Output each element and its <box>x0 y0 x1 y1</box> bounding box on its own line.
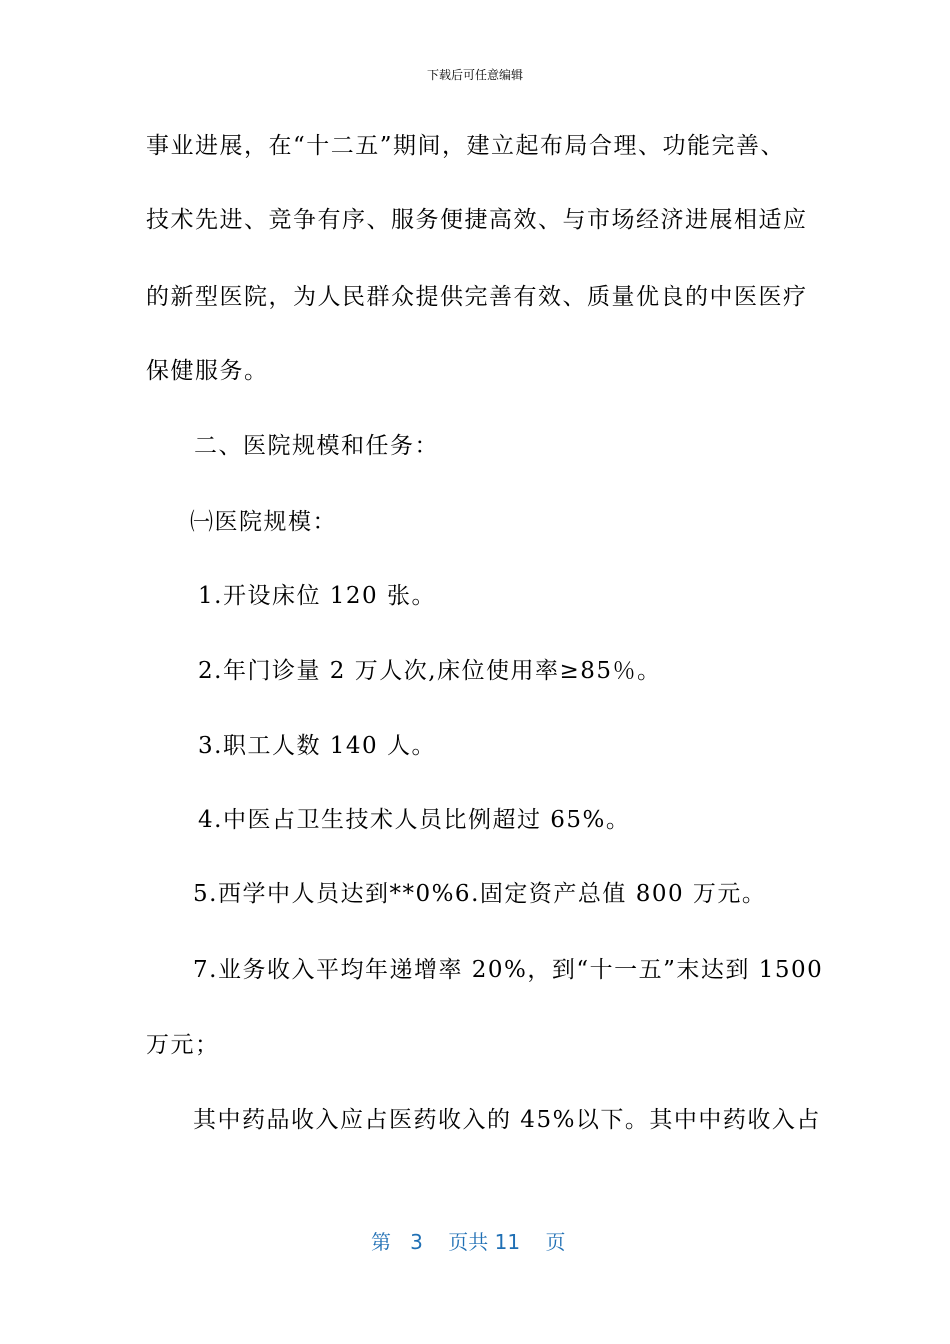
header-note: 下载后可任意编辑 <box>426 68 523 82</box>
footer-suffix: 页 <box>545 1230 566 1254</box>
footer-total-pages: 11 <box>494 1230 521 1254</box>
body-line-3: 的新型医院，为人民群众提供完善有效、质量优良的中医医疗 <box>146 284 808 310</box>
section-heading: 二、医院规模和任务： <box>194 433 439 459</box>
page-footer <box>371 1226 566 1255</box>
list-item-3: 3.职工人数 140 人。 <box>198 733 436 759</box>
footer-middle: 页共 <box>448 1230 489 1254</box>
list-item-7-continued: 万元； <box>146 1032 220 1058</box>
body-line-last: 其中药品收入应占医药收入的 45%以下。其中中药收入占 <box>193 1107 821 1133</box>
list-item-2: 2.年门诊量 2 万人次,床位使用率≥85％。 <box>198 658 662 684</box>
body-line-4: 保健服务。 <box>146 358 269 384</box>
footer-current-page: 3 <box>410 1230 423 1254</box>
list-item-1: 1.开设床位 120 张。 <box>198 583 436 609</box>
footer-prefix: 第 <box>371 1230 391 1254</box>
body-line-2: 技术先进、竞争有序、服务便捷高效、与市场经济进展相适应 <box>146 207 808 233</box>
list-item-7: 7.业务收入平均年递增率 20%，到“十一五”末达到 1500 <box>193 957 824 983</box>
list-item-5-6: 5.西学中人员达到**0%6.固定资产总值 800 万元。 <box>193 881 767 907</box>
body-line-1: 事业进展，在“十二五”期间，建立起布局合理、功能完善、 <box>146 133 786 159</box>
subsection-heading: ㈠医院规模： <box>190 509 337 535</box>
list-item-4: 4.中医占卫生技术人员比例超过 65%。 <box>198 807 631 833</box>
